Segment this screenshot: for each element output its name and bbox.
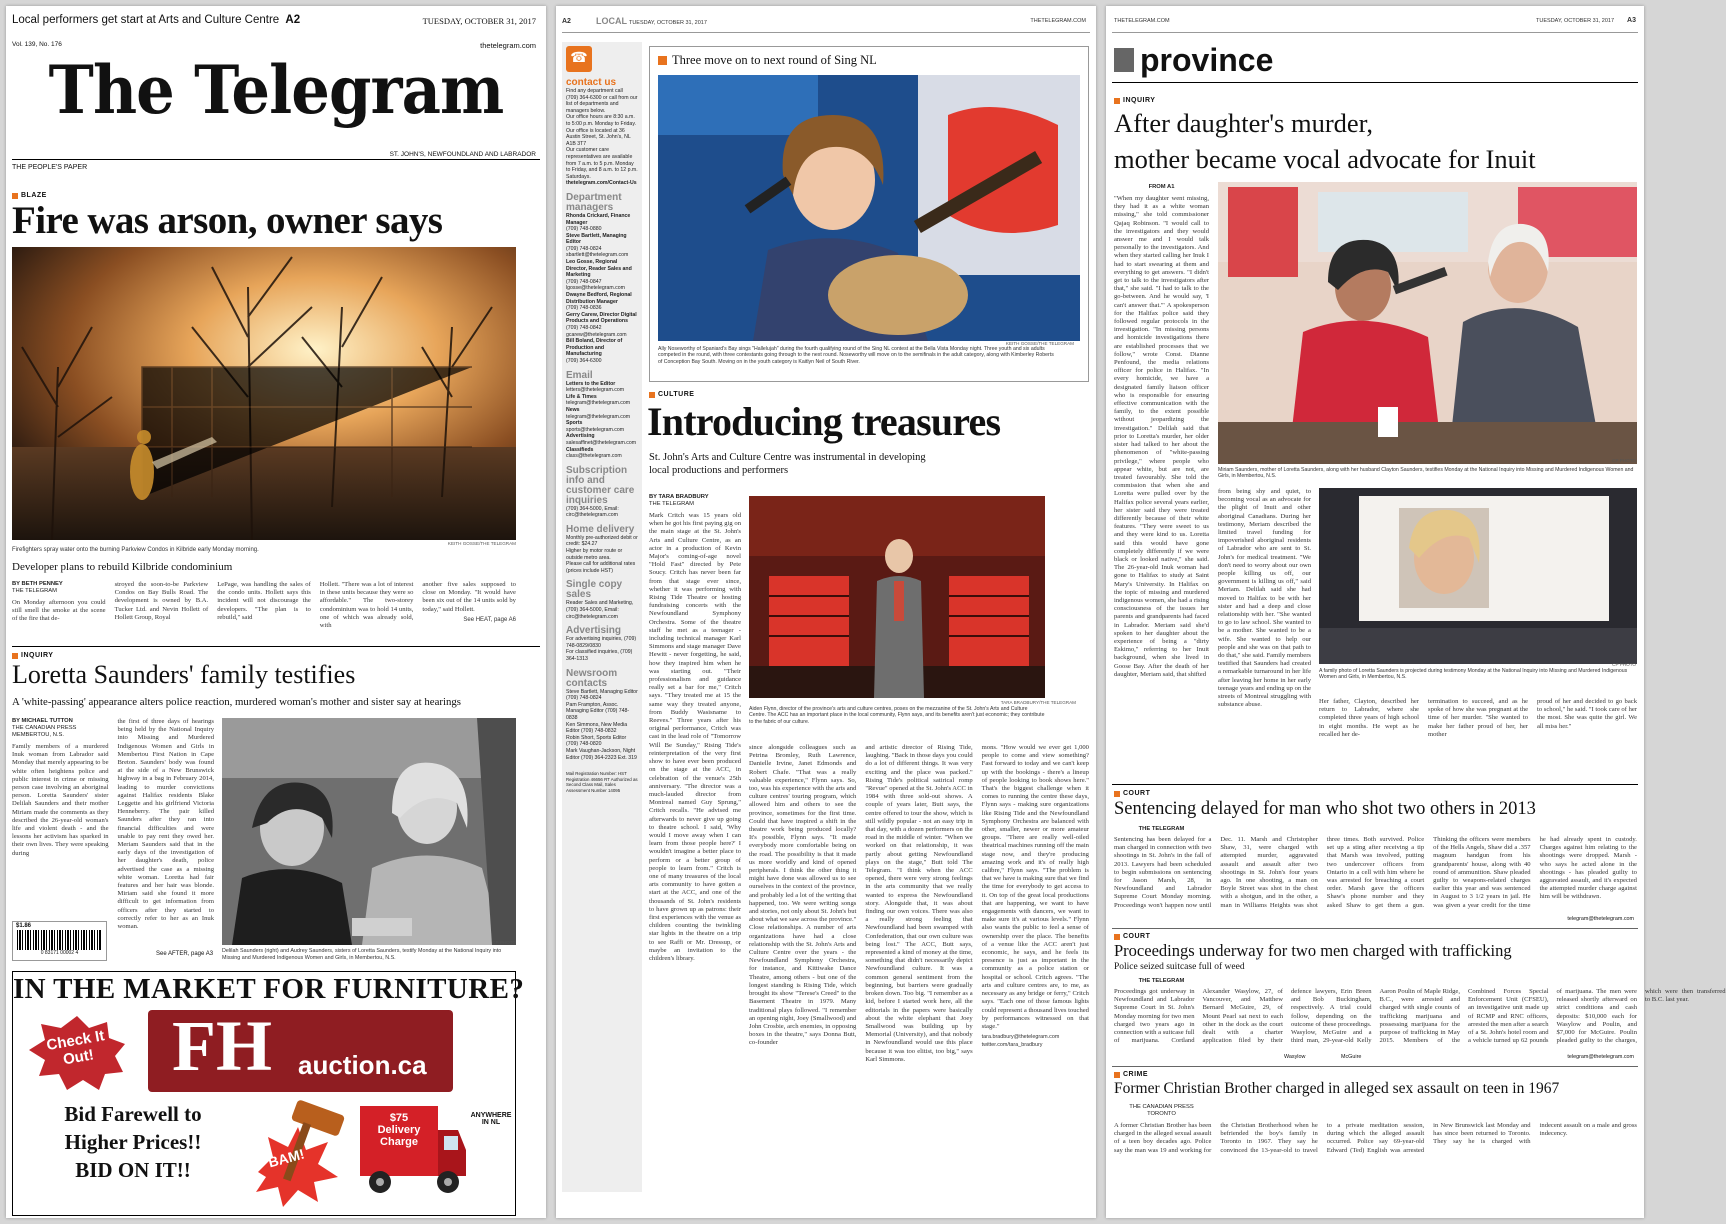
parents-caption: Miriam Saunders, mother of Loretta Saunders, along with her husband Clayton Saunders, testifies Monday at the National Inquiry into Missing and Murdered Indigenous Women and Girls, in Membertou, N.S. bbox=[1218, 467, 1634, 480]
furniture-ad[interactable] bbox=[12, 971, 525, 1216]
culture-twitter[interactable]: twitter.com/tara_bradbury bbox=[981, 1042, 1043, 1049]
fire-photo bbox=[12, 247, 516, 540]
fh-auction-logo: FH auction.ca bbox=[148, 1010, 453, 1092]
subscription-line: (709) 364-5000, Email: circ@thetelegram.com bbox=[566, 505, 619, 519]
sing-nl-credit: KEITH GOSSE/THE TELEGRAM bbox=[1005, 341, 1074, 346]
folio-date: TUESDAY, OCTOBER 31, 2017 bbox=[1536, 18, 1614, 24]
gavel-graphic: BAM! bbox=[238, 1102, 348, 1212]
inquiry-headline[interactable]: After daughter's murder, mother became vocal advocate for Inuit bbox=[1114, 108, 1536, 174]
saunders-sisters-photo bbox=[222, 718, 516, 945]
volume-number: Vol. 139, No. 176 bbox=[12, 41, 62, 48]
flynn-caption: Aiden Flynn, director of the province's arts and culture centres, poses on the mezzanine of the St. John's Arts and Culture Centre. The ACC has an important place in the local community, Flynn says, and its benefits aren't just economic; they contribute to the fabric of our culture. bbox=[749, 706, 1045, 725]
folio-website[interactable]: THETELEGRAM.COM bbox=[1030, 18, 1086, 24]
second-photo-credit: CP PHOTO bbox=[492, 940, 516, 945]
crime-kicker: CRIME bbox=[1114, 1071, 1148, 1078]
second-photo-caption: Delilah Saunders (right) and Audrey Saunders, sisters of Loretta Saunders, testify Monday at the National Inquiry into Missing and Murdered Indigenous Women and Girls, in Membertou, N.S. bbox=[222, 948, 502, 961]
trafficking-email[interactable]: telegram@thetelegram.com bbox=[1567, 1054, 1634, 1060]
front-page bbox=[6, 6, 546, 1218]
parents-credit: CP PHOTO bbox=[1612, 458, 1636, 463]
inquiry-kicker: INQUIRY bbox=[1114, 97, 1155, 104]
province-page bbox=[1106, 6, 1726, 1218]
saunders-parents-photo bbox=[1218, 182, 1637, 464]
local-page bbox=[556, 6, 1096, 1218]
sentencing-story: THE TELEGRAM Sentencing has been delayed for a man charged in connection with two shootings in St. John's in the fall of 2013. Lawyers had been scheduled to begin submissions on sentencing for Jason Marsh, 28, in Newfoundland and Labrador Supreme Court Monday morning. Proceedings won't happen now until Dec. 11. Marsh and Christopher Shaw, 31, were charged with attempted murder, aggravated assault and assault after two shootings in St. John's four years ago. In one shooting, a man on Boyle Street was shot in the chest with a shotgun, and in the other, a man in Williams Heights was shot three times. Both survived. Police set up a sting after receiving a tip that Marsh was involved, putting two undercover officers from Ontario in a cell with him where he was arrested for breaching a court order. Marsh gave the officers Shaw's phone number and they asked Shaw to get them a gun. Thinking the officers were members of the Hells Angels, Shaw did a .357 magnum handgun from his grandparents' house, along with 40 round of ammunition. Shaw pleaded guilty to weapons-related charges earlier this year and was sentenced in August to 3 1/2 years in jail. He was given a year credit for the time he had already spent in custody. Charges against him relating to the shootings were dropped. Marsh - who says he acted alone in the shootings - has pleaded guilty to aggravated assault, and it's expected the attempted murder charge against him will be withdrawn. bbox=[1114, 826, 1637, 909]
lead-photo-caption: Firefighters spray water onto the burning Parkview Condos in Kilbride early Monday morning. bbox=[12, 547, 259, 553]
cover-price: $1.86 bbox=[16, 923, 32, 929]
second-headline[interactable]: Loretta Saunders' family testifies bbox=[12, 660, 356, 689]
second-subhead: A 'white-passing' appearance alters police reaction, murdered woman's mother and sister say at hearings bbox=[12, 696, 461, 708]
culture-kicker: CULTURE bbox=[649, 391, 694, 398]
delivery-truck: $75 Delivery Charge bbox=[358, 1100, 468, 1200]
section-flag: province bbox=[1114, 42, 1273, 78]
inquiry-cols-end: Her father, Clayton, described her return to Labrador, where she completed three years of high school in eight months. He wept as he recalled her de- termination to succeed, and as he spoke of how she was pregnant at the time of her murder. "She wanted to make her father proud of her, her mother proud of her and decided to go back to school," he said. "I took care of her the most. She was quite the girl. We all miss her." bbox=[1319, 698, 1637, 738]
lead-col-5: another five sales supposed to close on Monday. "It would have been six out of the 14 units sold by today," said Hollett. bbox=[422, 581, 516, 613]
masthead: The Telegram bbox=[48, 51, 504, 129]
subscription-title: Subscription info and customer care inquiries bbox=[566, 464, 635, 506]
anywhere-in-nl: ANYWHERE IN NL bbox=[470, 1112, 512, 1126]
lead-photo-credit: KEITH GOSSE/THE TELEGRAM bbox=[447, 541, 516, 546]
website-link[interactable]: thetelegram.com bbox=[480, 41, 536, 50]
lead-jump[interactable]: See HEAT, page A6 bbox=[463, 616, 516, 623]
flynn-credit: TARA BRADBURY/THE TELEGRAM bbox=[1000, 700, 1076, 705]
single-copy-line: Reader Sales and Marketing, (709) 364-5000, Email: circ@thetelegram.com bbox=[566, 600, 634, 620]
lead-byline: BY BETH PENNEY bbox=[12, 581, 63, 587]
advertising-lines: For advertising inquiries, (709) 748-0829/0830 For classified inquiries, (709) 364-1313 bbox=[566, 636, 637, 662]
grey-square-icon bbox=[1114, 48, 1134, 72]
court-kicker: COURT bbox=[1114, 790, 1150, 797]
culture-columns: since alongside colleagues such as Petrina Bromley, Ruth Lawrence, Danielle Irvine, Janet Edmonds and Robert Chafe. "That was a really valuable experience," Flynn says. So, too, was his experience with the arts and culture centres' touring program, which allowed him and others to see the province, sometimes for the first time. Could that have inspired a shift in the theatre work being produced locally? It's possible, Flynn says. "It made everybody more comfortable being on the road. The possibility is that it made us more worldly and kind of opened peripherals. I think the other thing it might have done was allowed us to see ourselves in the context of the province, and probably led a lot of the writing that happened, too. We were writing songs and stories, not only about St. John's but about what we saw across the province." Close relationships. A number of arts organizations have had a close relationship with the St. John's Arts and Culture Centre over the years - the Newfoundland Symphony Orchestra, for instance, and Kittiwake Dance Theatre, among others - but one of the longest standing is Rising Tide, which brought its show "Terese's Creed" to the Basement Theatre in 1979. Many traditional plays followed. "I remember an opening night, Joey (Smallwood) and John Crosbie, arch enemies, in opposing boxes in the theatre," says Donna Butt, co-founder and artistic director of Rising Tide, laughing. "Back in those days you could do a lot of different things. It was very exciting and the place was packed." Rising Tide's political satirical romp "Revue" opened at the St. John's ACC in 1984 with three sold-out shows. A couple of years later, Butt says, the centre offered to tour the show, which is still wildly popular - not an easy trip in that day, with a dozen performers on the road in the middle of winter. "When we worked on that relationship, it was partly about getting Newfoundland plays on the stage," Butt told The Telegram. "I think when the ACC opened, there were very strong feelings in the arts community that we really wanted to express the Newfoundland story. Alongside that, it was about finding our own voices. There was also a really strong feeling that Newfoundland had been swamped with Confederation, that our own culture was being lost." The ACC, Butt says, represented a kind of money at the time, something that didn't necessarily depict Newfoundland culture. It was a common general sentiment from the beginning, but barriers were gradually broken down. Too big. "I remember as a kid, before I started work here, all the editorials in the papers were basically about the white elephant that Joey Smallwood was building up by Memorial (University), and that nobody in Newfoundland would use this place because it was too elitist, too big," says Karl Simmons. mons. "How would we ever get 1,000 people to come and view something? Fast forward to today and we can't keep up with the bookings - there's a lineup of people looking to book shows here." That's the biggest challenge when it comes to running the centre these days, Flynn says - making sure organizations like Rising Tide and the Newfoundland Symphony Orchestra are balanced with other, smaller, newer or more amateur groups. "There are really well-oiled theatrical machines running off the main stage now, and they're producing amazing work and it's of really high calibre," Flynn says. "The problem is that we have is making sure that we find the time for everybody to get access to it. On top of the great local productions that are happening, we want to have engagements with dancers, we want to make sure it's at various levels." Flynn also wants the public to feel a sense of ownership over the place. The benefits of a venue like the ACC aren't just economic, he says, and he feels its presence is just as important in the community as a police station or hospital or school. Critch agrees. "The arts and culture centres are, to me, as necessary as any bridge or ferry," Critch says. "Each one of those famous lights could represent a thousand lives touched by performances witnessed on that stage." tara.bradbury@thetelegram.com twitter.com/tara_bradbury bbox=[749, 744, 1089, 1063]
sentencing-email[interactable]: telegram@thetelegram.com bbox=[1567, 916, 1634, 922]
lead-col-3: LePage, was handling the sales of the condo units. Hollett says this incident will not discourage the developers. "The plan is to rebuild," said bbox=[217, 581, 311, 621]
barcode-box bbox=[12, 921, 107, 961]
family-photo-credit: CP PHOTO bbox=[1612, 662, 1636, 667]
managers-title: Department managers bbox=[566, 191, 622, 213]
home-delivery-title: Home delivery bbox=[566, 523, 635, 535]
contact-lines: Find any department call (709) 364-6300 or call from our list of departments and managers below. Our office hours are 8:30 a.m. to 5:00 p.m. Monday to Friday. Our office is located at 36 Austin Street, St. John's, NL A1B 3T7 Our customer care representatives are available from 7 a.m. to 5 p.m. Monday to Friday, and 8 a.m. to 12 p.m. Saturdays. thetelegram.com/Contact-Us bbox=[566, 88, 638, 187]
lead-subhead: Developer plans to rebuild Kilbride condominium bbox=[12, 561, 233, 573]
tagline: THE PEOPLE'S PAPER bbox=[12, 164, 88, 171]
barcode-number: 0 83171 00002 4 bbox=[40, 950, 79, 956]
barcode bbox=[17, 930, 102, 950]
crime-headline[interactable]: Former Christian Brother charged in alleged sex assault on teen in 1967 bbox=[1114, 1080, 1560, 1097]
newsroom-title: Newsroom contacts bbox=[566, 667, 618, 689]
mug-label-mcguire: McGuire bbox=[1341, 1054, 1362, 1060]
home-delivery-lines: Monthly pre-authorized debit or credit: $24.27 Higher by motor route or outside metro area. Please call for additional rates (prices include HST) bbox=[566, 534, 638, 574]
contact-sidebar bbox=[562, 42, 642, 1192]
culture-headline[interactable]: Introducing treasures bbox=[647, 399, 1001, 444]
singer-photo bbox=[658, 75, 1080, 341]
lead-kicker: BLAZE bbox=[12, 192, 47, 199]
sentencing-headline[interactable]: Sentencing delayed for man who shot two others in 2013 bbox=[1114, 799, 1536, 819]
sing-nl-headline[interactable]: Three move on to next round of Sing NL bbox=[658, 53, 877, 68]
newsroom-lines: Steve Bartlett, Managing Editor (709) 748-0824 Pam Frampton, Assoc. Managing Editor (709) 748-0838 Ken Simmons, New Media Editor (709) 748-0832 Robin Short, Sports Editor (709) 748-0820 Mark Vaughan-Jackson, Night Editor (709) 364-2323 Ext. 319 bbox=[566, 688, 638, 761]
mug-label-wasylow: Wasylow bbox=[1284, 1054, 1306, 1060]
family-photo-caption: A family photo of Loretta Saunders is projected during testimony Monday at the National Inquiry into Missing and Murdered Indigenous Women and Girls, in Membertou, N.S. bbox=[1319, 668, 1628, 681]
phone-icon: ☎ bbox=[566, 46, 592, 72]
email-title: Email bbox=[566, 369, 593, 381]
advertising-title: Advertising bbox=[566, 625, 622, 637]
lead-story: BY BETH PENNEY THE TELEGRAM On Monday afternoon you could still smell the smoke at the scene of the fire that de- stroyed the soon-to-be Parkview Condos on Bay Bulls Road. The development is owned by B.A. Tucker Ltd. and Nevin Hollett of Hollett Group, Royal LePage, was handling the sales of the condo units. Hollett says this incident will not discourage the developers. "The plan is to rebuild," said Hollett. "There was a lot of interest in these units because they were so affordable." The two-storey condominium was to hold 14 units, one of which was already sold, with another five sales supposed to close on Monday. "It would have been six out of the 14 units sold by today," said Hollett. See HEAT, page A6 bbox=[12, 581, 516, 643]
culture-col-left: BY TARA BRADBURY THE TELEGRAM Mark Critch was 15 years old when he got his first paying gig on the main stage at the St. John's Arts and Culture Centre, as an actor in a production of Kevin Major's coming-of-age novel "Hold Fast" directed by Pete Soucy. Critch has never been far from that stage ever since, whether it was performing with Rising Tide Theatre or hosting fundraising concerts with the Newfoundland Symphony Orchestra. Some of the theatre staff he met as a teenager - including technical manager Karl Simmons and stage manager Dave Hewitt - never forgetting, he said, how they inspired him when he was starting out. "Their professionalism and guidance really set a bar for me," Critch says. "They treated me at 15 the same way they treated anyone, from Buddy Wasisname to Reeves." Three years after his original performance, Critch was cast in the lead role of "Tomorrow Will Be Sunday," Rising Tide's reinterpretation of the very first show to have ever been produced on the stage at the ACC, in celebration of the venue's 25th anniversary. "The director was a much-lauded director from Montreal named Guy Sprung," Critch recalls. "He advised me afterwards to never give up going to theatre school. I said, 'Why would I move away when I can learn from those people here?' I wouldn't imagine a better place to perform or a better group of people to learn from." Critch is one of many treasures of the local arts community to have gotten a start at the ACC, and one of the thousands of St. John's residents to have grown up as patrons: their first experiences with the venue as children counting the twinkling star lights in the theatre on a trip to see Raffi or Mr. Dressup, or maybe an invitation to the children's library. bbox=[649, 494, 741, 962]
page-number: A2 bbox=[562, 18, 571, 25]
lead-col-4: Hollett. "There was a lot of interest in these units because they were so affordable." The two-storey condominium was to hold 14 units, one of which was already sold, with bbox=[319, 581, 414, 630]
lead-headline[interactable]: Fire was arson, owner says bbox=[12, 199, 443, 242]
location-line: ST. JOHN'S, NEWFOUNDLAND AND LABRADOR bbox=[389, 151, 536, 158]
contact-title: contact us bbox=[566, 77, 617, 88]
folio-website[interactable]: THETELEGRAM.COM bbox=[1114, 18, 1170, 24]
orange-square-icon bbox=[658, 56, 667, 65]
second-col-2: the first of three days of hearings being held by the National Inquiry into Missing and Murdered Indigenous Women and Girls in Membertou First Nation in Cape Breton. Saunders' body was found at the side of a New Brunswick highway in a bag in February 2014, leading to murder convictions against Halifax residents Blake Leggette and his girlfriend Victoria Henneberry. The pair killed Saunders after they ran into financial difficulties and were unable to pay rent they owed her. Meriam Saunders said that in the early days of the investigation of her daughter's death, police advertised the case as a missing white woman. Loretta had fair features and her hair was blonde. Miriam said she found it more difficult to get information from officers after they started to correctly refer to her as an Inuk woman. bbox=[117, 718, 214, 931]
issue-date: TUESDAY, OCTOBER 31, 2017 bbox=[422, 16, 536, 26]
contact-header bbox=[566, 46, 638, 72]
sing-nl-caption: Ally Noseworthy of Spaniard's Bay sings "Hallelujah" during the fourth qualifying round of the Sing NL contest at the Bella Vista Monday night. Three youth and six adults competed in the round, with three contestants going through to the next round. Noseworthy will move on to the semifinals in the adult category, along with Kimberley Roberts of Conception Bay South. Moving on in the youth category is Kaitlyn Neil of South River. bbox=[658, 346, 1054, 365]
second-jump[interactable]: See AFTER, page A3 bbox=[156, 951, 214, 957]
check-it-out-badge: Check It Out! bbox=[27, 1016, 127, 1090]
second-kicker: INQUIRY bbox=[12, 652, 53, 659]
inquiry-col-1: FROM A1 "When my daughter went missing, they had it as a white woman missing," she told commissioner Qajaq Robinson. "I would call to the investigators and they would answer me and I would talk personally to the investigators. And when they started calling her Inuk I had to start swearing at them and everything to get answers. "I didn't get to talk to the investigators after that," she said. "I had to talk to the go-between. And he would say, 'I can't answer that.'" A spokesperson for the Halifax police said they followed regular protocols in the investigation. "In missing persons and homicide investigations there are established processes that we follow," wrote Const. Dianne Penfound, the media relations officer for police in Halifax. "In every homicide, we have a designated family liaison officer who is responsible for ensuring effective communication with the family, to the extent possible without jeopardizing the investigation." Delilah said that prior to Loretta's murder, her older sister had talked to her about the phenomenon of "white-passing privilege," where people who appear white, but are not, are treated favourably. She told the commission that when she and Loretta were pulled over by the Halifax police several years earlier, her sister said they were treated differently because of their white features. "They were sweet to us and they were kind to us. Loretta said this would have gone completely differently if we were black or looked native," she said. The 26-year-old Inuk woman had gone to Halifax to study at Saint Mary's University. In Halifax on the topic of missing and murdered indigenous women, she had a rising consciousness of the issues her parents and grandparents had faced in Labrador. Meriam said she'd spoken to her daughter about the experience of being a "dirty Eskimo," referring to her Inuit background, when she lived in Goose Bay. After the death of her daughter, Meriam said, that shifted bbox=[1114, 184, 1209, 678]
crime-story: THE CANADIAN PRESS TORONTO A former Christian Brother has been charged in the alleged sexual assault of a teen boy decades ago. Police say the man was 19 and working for the Christian Brotherhood when he befriended the boy's family in Toronto in 1967. They say he convinced the 13-year-old to travel to a private meditation session, during which the alleged assault occurred. Police say 69-year-old Edward (Ted) English was arrested in New Brunswick last Monday and has since been returned to Toronto. They say he is charged with indecent assault on a male and gross indecency. bbox=[1114, 1104, 1637, 1154]
trafficking-headline[interactable]: Proceedings underway for two men charged with trafficking bbox=[1114, 941, 1512, 960]
lead-col-2: stroyed the soon-to-be Parkview Condos on Bay Bulls Road. The development is owned by B.A. Tucker Ltd. and Nevin Hollett of Hollett Group, Royal bbox=[114, 581, 209, 621]
second-col-1: Family members of a murdered Inuk woman from Labrador said Monday that merely appearing to be white often heightens police and public interest in crime or missing person case involving an aboriginal person. Loretta Saunders' sister Delilah Saunders and their mother Miriam made the comments as they described the 26-year-old woman's life and violent death - and the lessons her activism has sparked in their own lives. They were speaking during bbox=[12, 743, 109, 857]
second-story: BY MICHAEL TUTTON THE CANADIAN PRESS MEMBERTOU, N.S. Family members of a murdered Inuk woman from Labrador said Monday that merely appearing to be white often heightens police and public interest in crime or missing person case involving an aboriginal person. Loretta Saunders' sister Delilah Saunders and their mother Miriam made the comments as they described the 26-year-old woman's life and violent death - and the lessons her activism has sparked in their own lives. They were speaking during the first of three days of hearings being held by the National Inquiry into Missing and Murdered Indigenous Women and Girls in Membertou First Nation in Cape Breton. Saunders' body was found at the side of a New Brunswick highway in a bag in February 2014, leading to murder convictions against Halifax residents Blake Leggette and his girlfriend Victoria Henneberry. The pair killed Saunders after they ran into financial difficulties and were unable to pay rent they owed her. Meriam Saunders said that in the early days of the investigation of her daughter's death, police advertised the case as a missing white woman. Loretta had fair features and her hair was blonde. Miriam said she found it more difficult to get information from officers after they started to correctly refer to her as an Inuk woman. bbox=[12, 718, 214, 931]
section-folio: LOCAL TUESDAY, OCTOBER 31, 2017 bbox=[596, 16, 707, 26]
second-byline: BY MICHAEL TUTTON bbox=[12, 718, 73, 724]
flynn-photo bbox=[749, 496, 1045, 698]
sidebar-footer: Mail Registration Number: HST Registration 46656 RT Authorized as Second Class Mail, Sales Assessment Number 14095 bbox=[566, 771, 638, 793]
single-copy-title: Single copy sales bbox=[566, 579, 623, 601]
email-list: Letters to the Editor letters@thetelegram.com Life & Times telegram@thetelegram.com News telegram@thetelegram.com Sports sports@thetelegram.com Advertising salesaffinet@thetelegram.com Classifieds class@thetelegram.com bbox=[566, 380, 637, 460]
ad-tagline: Bid Farewell to Higher Prices!! BID ON IT!! bbox=[64, 1102, 202, 1182]
culture-email[interactable]: tara.bradbury@thetelegram.com bbox=[981, 1034, 1060, 1041]
sing-nl-box bbox=[649, 46, 1089, 382]
managers-list: Rhonda Crickard, Finance Manager (709) 748-0880 Steve Bartlett, Managing Editor (709) 748-0824 sbartlett@thetelegram.com Leo Gosse, Regional Director, Reader Sales and Marketing (709) 748-0847 lgosse@thetelegram.com Dwayne Bedford, Regional Distribution Manager (709) 748-0836 Gerry Carew, Director Digital Products and Operations (709) 748-0842 gcarew@thetelegram.com Bill Boland, Director of Production and Manufacturing (709) 364-6300 bbox=[566, 212, 637, 364]
culture-byline: BY TARA BRADBURY bbox=[649, 494, 709, 500]
page-number: A3 bbox=[1627, 17, 1636, 24]
lead-col-1: On Monday afternoon you could still smell the smoke at the scene of the fire that de- bbox=[12, 599, 106, 623]
trafficking-kicker: COURT bbox=[1114, 933, 1150, 940]
trafficking-story: THE TELEGRAM Proceedings got underway in Newfoundland and Labrador Supreme Court in St. John's Monday morning for two men charged two years ago in connection with a suitcase full of marijuana. Cortland Alexander Wasylow, 27, of Vancouver, and Matthew Bernard McGuire, 29, of Mount Pearl sat next to each other in the dock as the court dealt with a charter application filed by their defence lawyers, Erin Breen and Bob Buckingham, respectively. A trial could follow, depending on the outcome of these proceedings. Wasylow, McGuire and a third man, 29-year-old Kelly Aaron Poulin of Maple Ridge, B.C., were arrested and charged with single counts of trafficking marijuana and possessing marijuana for the purpose of trafficking in May 2015. Members of the Combined Forces Special Enforcement Unit (CFSEU), an investigative unit made up of RCMP and RNC officers, arrested the men after a search of a St. John's hotel room and a vehicle turned up 62 pounds of marijuana. The men were released shortly afterward on strict conditions and cash deposits: $10,000 each for Wasylow and Poulin, and $7,000 for McGuire. Poulin pleaded guilty to the charges, which were then transferred to B.C. last year. bbox=[1114, 978, 1726, 1045]
trafficking-subhead: Police seized suitcase full of weed bbox=[1114, 962, 1245, 972]
culture-subhead: St. John's Arts and Culture Centre was instrumental in developing local productions and performers bbox=[649, 452, 926, 476]
promo-line: Local performers get start at Arts and Culture Centre A2 bbox=[12, 14, 301, 26]
ad-headline: IN THE MARKET FOR FURNITURE? bbox=[13, 973, 525, 1005]
inquiry-col-2: from being shy and quiet, to becoming vocal as an advocate for the plight of Inuit and other aboriginal Canadians. During her testimony, Meriam described the limited travel funding for impoverished aboriginal residents of Labrador who are sent to St. John's for medical treatment. "We don't need to worry about our own people killing us off, our government is killing us off," said Meriam. Delilah said she had moved to Halifax to be with her sister and had a deep and close relationship with her. "She wanted to go to law school. She wanted to be a mother. She wanted to be a wife. She wanted to help our people and she was on that path to do that," she said. Family members testified that Saunders had created a remarkable turnaround in her life after leaving her home in her early teenage years and ending up on the streets of Montreal struggling with substance abuse. bbox=[1218, 488, 1311, 709]
loretta-family-photo bbox=[1319, 488, 1637, 664]
